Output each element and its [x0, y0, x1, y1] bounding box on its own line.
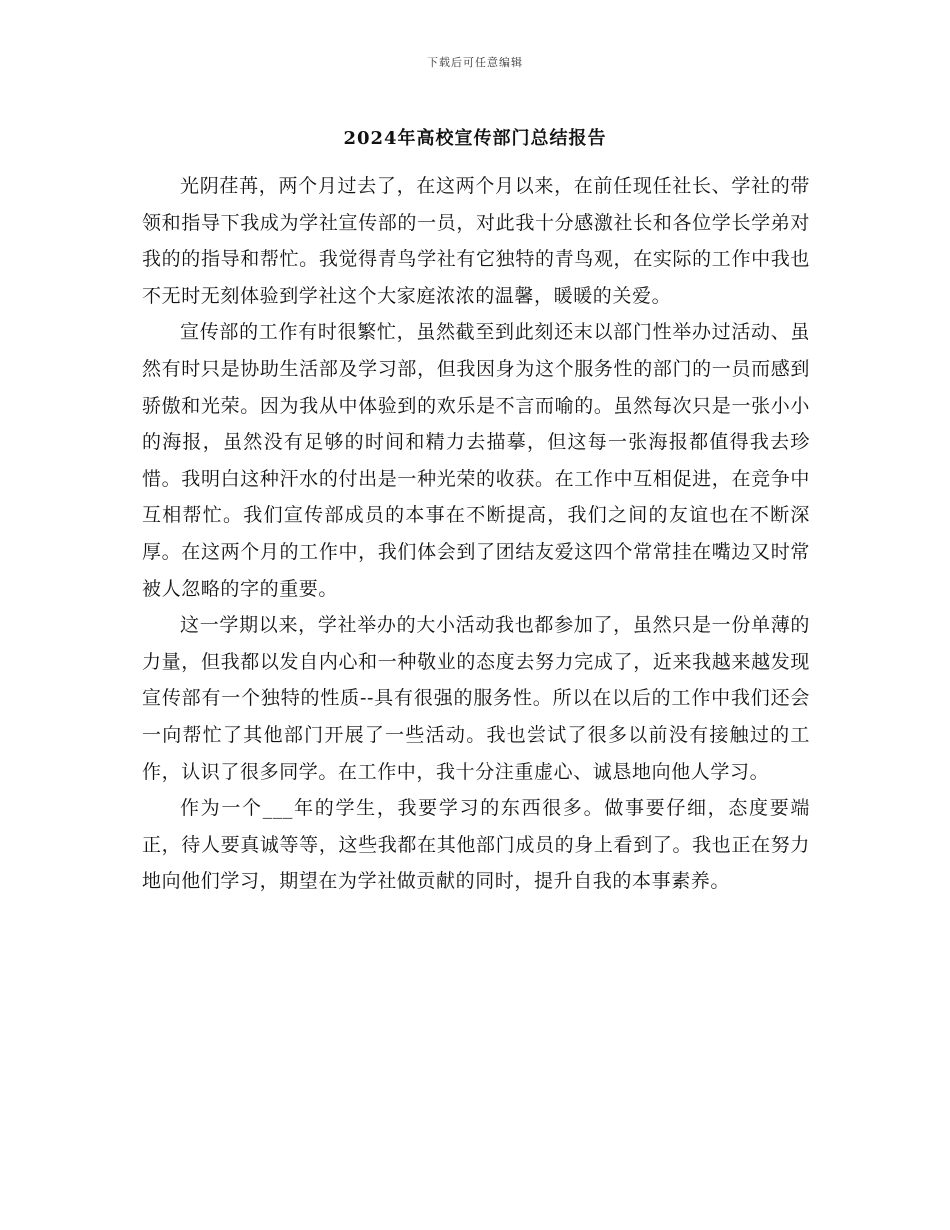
paragraph-3: 这一学期以来，学社举办的大小活动我也都参加了，虽然只是一份单薄的力量，但我都以发自内心和一种敬业的态度去努力完成了，近来我越来越发现宣传部有一个独特的性质--具有很强的服务性。所以在以后的工作中我们还会一向帮忙了其他部门开展了一些活动。我也尝试了很多以前没有接触过的工作，认识了很多同学。在工作中，我十分注重虚心、诚恳地向他人学习。 [142, 614, 810, 783]
document-body [142, 168, 810, 900]
document-title: 2024年高校宣传部门总结报告 [343, 128, 607, 149]
paragraph-4: 作为一个___年的学生，我要学习的东西很多。做事要仔细，态度要端正，待人要真诚等等，这些我都在其他部门成员的身上看到了。我也正在努力地向他们学习，期望在为学社做贡献的同时，提升自我的本事素养。 [142, 797, 810, 893]
paragraph-2: 宣传部的工作有时很繁忙，虽然截至到此刻还末以部门性举办过活动、虽然有时只是协助生活部及学习部，但我因身为这个服务性的部门的一员而感到骄傲和光荣。因为我从中体验到的欢乐是不言而喻的。虽然每次只是一张小小的海报，虽然没有足够的时间和精力去描摹，但这每一张海报都值得我去珍惜。我明白这种汗水的付出是一种光荣的收获。在工作中互相促进，在竞争中互相帮忙。我们宣传部成员的本事在不断提高，我们之间的友谊也在不断深厚。在这两个月的工作中，我们体会到了团结友爱这四个常常挂在嘴边又时常被人忽略的字的重要。 [142, 321, 810, 600]
download-note: 下载后可任意编辑 [427, 56, 523, 69]
paragraph-1: 光阴荏苒，两个月过去了，在这两个月以来，在前任现任社长、学社的带领和指导下我成为学社宣传部的一员，对此我十分感激社长和各位学长学弟对我的的指导和帮忙。我觉得青鸟学社有它独特的青鸟观，在实际的工作中我也不无时无刻体验到学社这个大家庭浓浓的温馨，暖暖的关爱。 [142, 175, 810, 307]
